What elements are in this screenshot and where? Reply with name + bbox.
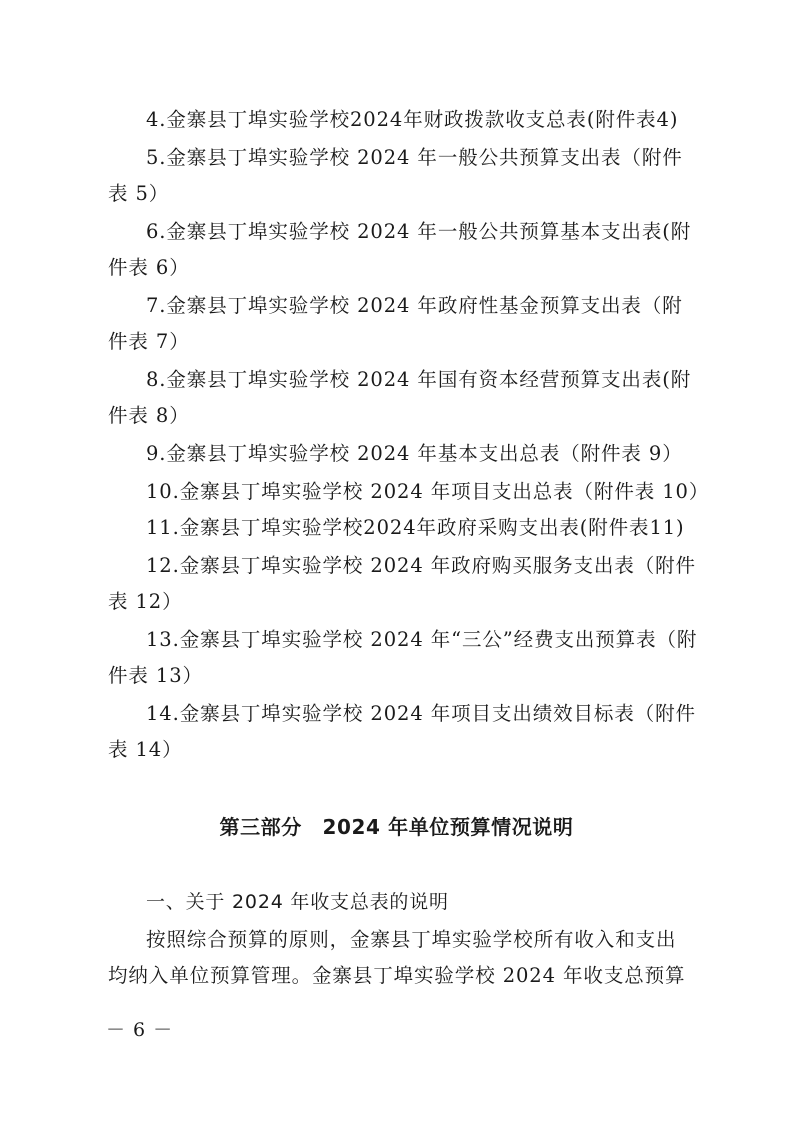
list-item: 12.金寨县丁埠实验学校 2024 年政府购买服务支出表（附件 bbox=[146, 554, 696, 577]
list-item: 4.金寨县丁埠实验学校2024年财政拨款收支总表(附件表4) bbox=[146, 108, 679, 131]
section-title: 第三部分 2024 年单位预算情况说明 bbox=[219, 815, 574, 839]
paragraph-line: 均纳入单位预算管理。金寨县丁埠实验学校 2024 年收支总预算 bbox=[108, 964, 686, 987]
list-item: 10.金寨县丁埠实验学校 2024 年项目支出总表（附件表 10） bbox=[146, 480, 710, 503]
list-item: 9.金寨县丁埠实验学校 2024 年基本支出总表（附件表 9） bbox=[146, 442, 683, 465]
list-item-continuation: 件表 6） bbox=[108, 256, 190, 279]
subheading: 一、关于 2024 年收支总表的说明 bbox=[146, 891, 449, 913]
list-item: 5.金寨县丁埠实验学校 2024 年一般公共预算支出表（附件 bbox=[146, 146, 683, 169]
list-item: 7.金寨县丁埠实验学校 2024 年政府性基金预算支出表（附 bbox=[146, 294, 683, 317]
list-item: 11.金寨县丁埠实验学校2024年政府采购支出表(附件表11) bbox=[146, 516, 685, 539]
list-item: 14.金寨县丁埠实验学校 2024 年项目支出绩效目标表（附件 bbox=[146, 702, 696, 725]
page-number: － 6 － bbox=[106, 1019, 174, 1041]
paragraph-line: 按照综合预算的原则，金寨县丁埠实验学校所有收入和支出 bbox=[146, 928, 677, 951]
list-item: 13.金寨县丁埠实验学校 2024 年“三公”经费支出预算表（附 bbox=[146, 628, 698, 651]
list-item: 6.金寨县丁埠实验学校 2024 年一般公共预算基本支出表(附 bbox=[146, 220, 692, 243]
list-item-continuation: 件表 7） bbox=[108, 330, 190, 353]
list-item-continuation: 表 5） bbox=[108, 182, 170, 205]
list-item-continuation: 表 14） bbox=[108, 738, 183, 761]
list-item-continuation: 件表 13） bbox=[108, 664, 203, 687]
list-item-continuation: 表 12） bbox=[108, 590, 183, 613]
list-item-continuation: 件表 8） bbox=[108, 404, 190, 427]
list-item: 8.金寨县丁埠实验学校 2024 年国有资本经营预算支出表(附 bbox=[146, 368, 692, 391]
